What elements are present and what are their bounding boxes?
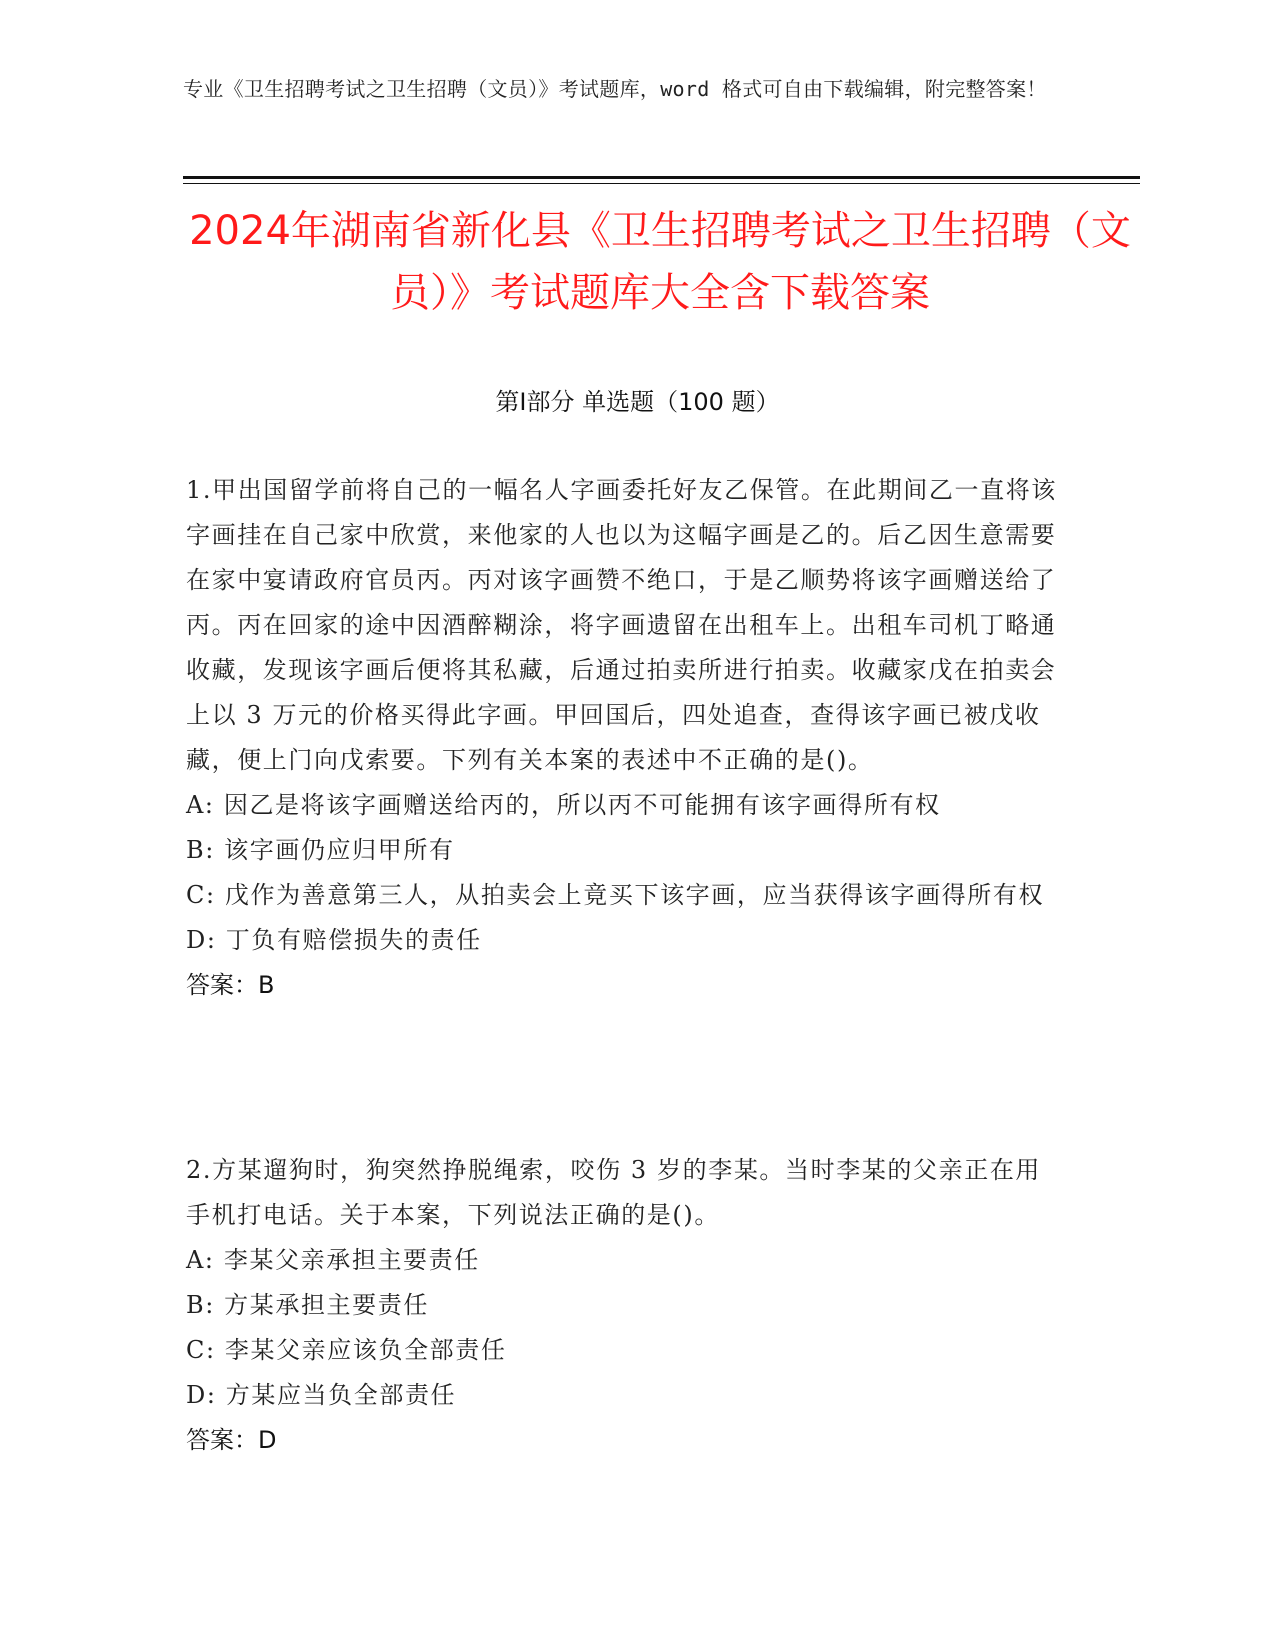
question-1 xyxy=(186,468,1066,1008)
option-d: D: 丁负有赔偿损失的责任 xyxy=(186,926,482,954)
option-b: B: 方某承担主要责任 xyxy=(186,1291,429,1319)
header-note: 专业《卫生招聘考试之卫生招聘（文员）》考试题库，word 格式可自由下载编辑，附完整答案！ xyxy=(183,77,1047,101)
option-a: A: 因乙是将该字画赠送给丙的，所以丙不可能拥有该字画得所有权 xyxy=(186,791,941,819)
question-2 xyxy=(186,1148,1066,1463)
answer-label: 答案：B xyxy=(186,971,275,999)
header-rule-thick xyxy=(183,176,1140,179)
question-stem: 2.方某遛狗时，狗突然挣脱绳索，咬伤 3 岁的李某。当时李某的父亲正在用手机打电话。关于本案，下列说法正确的是()。 xyxy=(186,1156,1042,1229)
answer-label: 答案：D xyxy=(186,1426,277,1454)
option-a: A: 李某父亲承担主要责任 xyxy=(186,1246,480,1274)
section-title: 第Ⅰ部分 单选题（100 题） xyxy=(495,388,780,416)
header-rule-thin xyxy=(183,183,1140,184)
option-d: D: 方某应当负全部责任 xyxy=(186,1381,457,1409)
document-title: 2024年湖南省新化县《卫生招聘考试之卫生招聘（文员）》考试题库大全含下载答案 xyxy=(189,208,1131,316)
option-b: B: 该字画仍应归甲所有 xyxy=(186,836,455,864)
option-c: C: 李某父亲应该负全部责任 xyxy=(186,1336,507,1364)
option-c: C: 戊作为善意第三人，从拍卖会上竟买下该字画，应当获得该字画得所有权 xyxy=(186,881,1045,909)
question-stem: 1.甲出国留学前将自己的一幅名人字画委托好友乙保管。在此期间乙一直将该字画挂在自己家中欣赏，来他家的人也以为这幅字画是乙的。后乙因生意需要在家中宴请政府官员丙。丙对该字画赞不绝口，于是乙顺势将该字画赠送给了丙。丙在回家的途中因酒醉糊涂，将字画遗留在出租车上。出租车司机丁略通收藏，发现该字画后便将其私藏，后通过拍卖所进行拍卖。收藏家戊在拍卖会上以 3 万元的价格买得此字画。甲回国后，四处追查，查得该字画已被戊收藏，便上门向戊索要。下列有关本案的表述中不正确的是()。 xyxy=(186,476,1057,774)
